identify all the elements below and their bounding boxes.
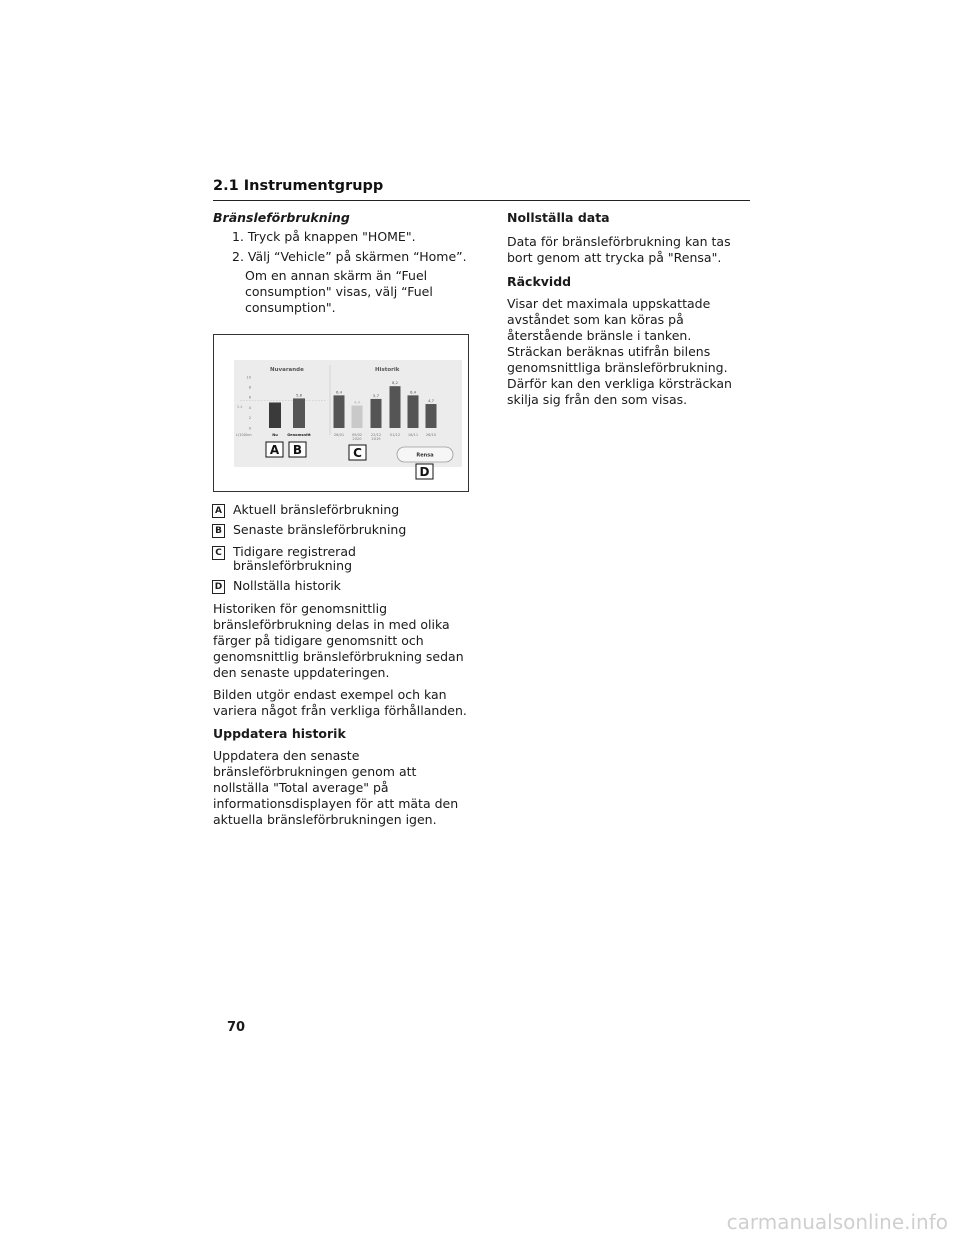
- y-tick-label: 6: [248, 395, 251, 400]
- section-header: [213, 178, 750, 201]
- callout-a: [266, 442, 283, 457]
- category-label: 2020: [352, 437, 362, 442]
- category-label: 2019: [371, 437, 381, 442]
- bar-2: [334, 395, 345, 428]
- y-tick-label: 10: [246, 375, 251, 380]
- legend-a: [215, 502, 400, 517]
- bar-6: [408, 395, 419, 428]
- legend-c-text: Tidigare registrerad bränsleförbrukning: [233, 544, 356, 573]
- watermark-brand: carmanualsonline.info: [726, 1210, 948, 1234]
- callout-b: [289, 442, 306, 457]
- category-label: 01/12: [389, 433, 401, 437]
- legend-b-text: Senaste bränsleförbrukning: [233, 522, 407, 537]
- bar-4: [371, 399, 382, 428]
- legend-d: [214, 578, 341, 593]
- legend-c: [215, 544, 397, 573]
- category-label: Genomsnitt: [287, 433, 311, 437]
- bar-value-label: 5,8: [296, 392, 303, 398]
- bar-0: [269, 403, 281, 429]
- section-title: 2.1 Instrumentgrupp: [213, 178, 384, 194]
- category-label: 26/01: [333, 433, 345, 437]
- range-title: Räckvidd: [507, 274, 572, 289]
- bar-value-label: 6,4: [410, 389, 417, 395]
- bar-5: [390, 386, 401, 428]
- y-tick-label: 2: [248, 416, 251, 421]
- fuel-consumption-figure: [213, 334, 469, 492]
- callout-d: [416, 464, 433, 479]
- fuel-consumption-title: Bränsleförbrukning: [213, 210, 350, 225]
- category-label: 26/10: [425, 433, 437, 437]
- svg-text:A: A: [269, 443, 280, 457]
- legend-a-text: Aktuell bränsleförbrukning: [233, 502, 400, 517]
- legend-d-text: Nollställa historik: [233, 578, 341, 593]
- bar-value-label: 4,4: [354, 399, 361, 405]
- example-paragraph: Bilden utgör endast exempel och kan variera något från verkliga förhållanden.: [213, 687, 467, 718]
- update-history-text: Uppdatera den senaste bränsleförbrukningen genom att nollställa "Total average" på informationsdisplayen för att mäta den aktuella bränsleförbrukningen igen.: [213, 748, 459, 827]
- bar-value-label: 6,4: [336, 389, 343, 395]
- legend-b: [215, 522, 407, 537]
- step-note: Om en annan skärm än “Fuel consumption" visas, välj “Fuel consumption".: [245, 268, 433, 315]
- legend-d-key: D: [212, 580, 225, 594]
- fuel-chart: [214, 335, 468, 491]
- legend-b-key: B: [212, 524, 225, 538]
- page-number: 70: [227, 1020, 246, 1035]
- y-tick-label: 4: [248, 405, 251, 410]
- bar-value-label: 5,7: [373, 392, 380, 398]
- legend-c-key: C: [212, 546, 225, 560]
- svg-text:C: C: [353, 446, 362, 460]
- step-1: 1. Tryck på knappen "HOME".: [232, 229, 416, 244]
- category-label: 16/11: [407, 433, 419, 437]
- step-2: 2. Välj “Vehicle” på skärmen “Home”.: [232, 249, 467, 264]
- y-tick-label: 8: [248, 385, 251, 390]
- marker-label: 5.4: [237, 405, 243, 409]
- svg-text:B: B: [292, 443, 303, 457]
- update-history-title: Uppdatera historik: [213, 726, 346, 741]
- history-paragraph: Historiken för genomsnittlig bränsleförbrukning delas in med olika färger på tidigare genomsnitt och genomsnittlig bränsleförbrukning sedan den senaste uppdateringen.: [213, 601, 464, 680]
- legend-a-key: A: [212, 504, 225, 518]
- svg-text:D: D: [419, 465, 430, 479]
- bar-7: [426, 404, 437, 428]
- category-label: Nu: [272, 433, 278, 437]
- callout-c: [349, 445, 366, 460]
- bar-1: [293, 398, 305, 428]
- bar-value-label: 4,7: [428, 398, 435, 404]
- unit-label: L/100km: [236, 433, 252, 437]
- reset-data-title: Nollställa data: [507, 210, 610, 225]
- bar-value-label: 8,2: [392, 380, 399, 386]
- range-text: Visar det maximala uppskattade avståndet som kan köras på återstående bränsle i tanken. Sträckan beräknas utifrån bilens genomsnittliga bränsleförbrukning. Därför kan den verkliga körsträckan skilja sig från den som visas.: [507, 296, 732, 407]
- panel-current-label: Nuvarande: [270, 367, 304, 373]
- rensa-button-label[interactable]: Rensa: [416, 452, 434, 459]
- category-label: 22/12: [370, 433, 382, 437]
- y-tick-label: 0: [248, 426, 251, 431]
- reset-data-text: Data för bränsleförbrukning kan tas bort genom att trycka på "Rensa".: [507, 234, 731, 265]
- bar-3: [352, 406, 363, 428]
- panel-history-label: Historik: [375, 367, 400, 373]
- category-label: 09/02: [351, 433, 363, 437]
